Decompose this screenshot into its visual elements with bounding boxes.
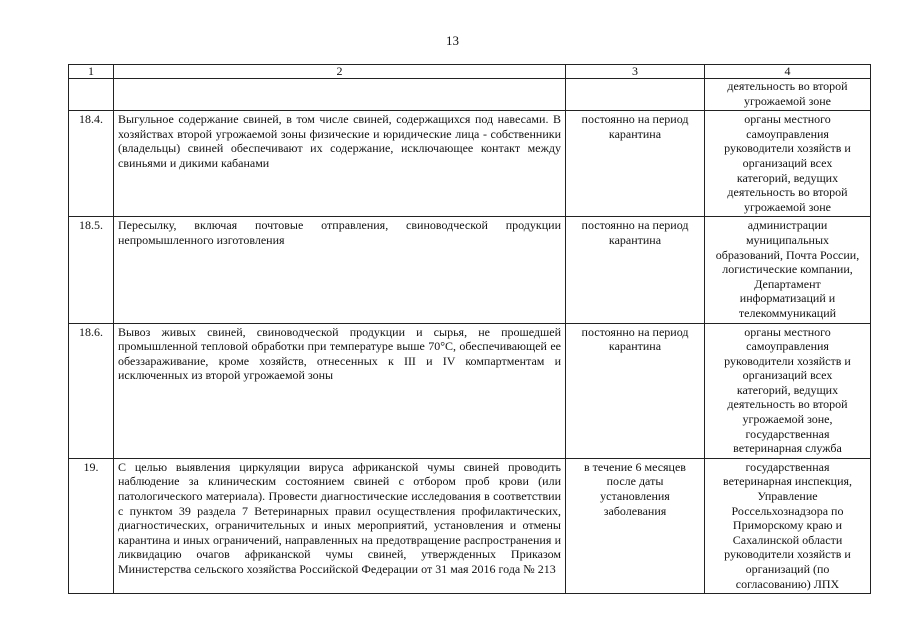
responsible-line: деятельность во второй bbox=[727, 185, 848, 200]
responsible-line: логистические компании, bbox=[722, 262, 853, 277]
term-line: постоянно на период bbox=[581, 112, 689, 127]
table-row-18-6 bbox=[69, 323, 871, 458]
responsible-line: ветеринарная служба bbox=[733, 441, 842, 456]
term-line: в течение 6 месяцев bbox=[584, 459, 686, 474]
row-term bbox=[566, 458, 705, 593]
row-number bbox=[69, 79, 114, 111]
responsible-line: государственная bbox=[745, 426, 830, 441]
responsible-line: руководители хозяйств и bbox=[724, 141, 851, 156]
row-number: 18.4. bbox=[69, 111, 114, 217]
responsible-line: информатизаций и bbox=[739, 291, 836, 306]
responsible-line: руководители хозяйств и bbox=[724, 353, 851, 368]
row-measure bbox=[114, 79, 566, 111]
row-number: 19. bbox=[69, 458, 114, 593]
responsible-line: государственная bbox=[745, 459, 830, 474]
page-number: 13 bbox=[446, 33, 459, 48]
row-responsible bbox=[705, 217, 871, 323]
row-term bbox=[566, 217, 705, 323]
responsible-line: Департамент bbox=[754, 276, 821, 291]
header-cell-3: 3 bbox=[566, 65, 705, 79]
term-line: после даты bbox=[606, 474, 664, 489]
responsible-line: категорий, ведущих bbox=[736, 170, 839, 185]
responsible-line: угрожаемой зоне bbox=[744, 93, 831, 108]
responsible-line: организаций всех bbox=[742, 368, 833, 383]
table-row-19 bbox=[69, 458, 871, 593]
row-term bbox=[566, 79, 705, 111]
responsible-line: органы местного bbox=[744, 112, 831, 127]
responsible-line: самоуправления bbox=[746, 339, 829, 354]
table-row-18-4 bbox=[69, 111, 871, 217]
responsible-line: организаций всех bbox=[742, 155, 833, 170]
responsible-line: Россельхознадзора по bbox=[731, 503, 844, 518]
table-row-18-5 bbox=[69, 217, 871, 323]
responsible-line: Управление bbox=[757, 489, 818, 504]
responsible-line: администрации bbox=[747, 218, 828, 233]
row-number: 18.5. bbox=[69, 217, 114, 323]
row-responsible bbox=[705, 111, 871, 217]
row-term bbox=[566, 111, 705, 217]
responsible-line: деятельность во второй bbox=[727, 397, 848, 412]
responsible-line: угрожаемой зоне bbox=[744, 199, 831, 214]
responsible-line: категорий, ведущих bbox=[736, 382, 839, 397]
table-row-continuation bbox=[69, 79, 871, 111]
responsible-line: согласованию) ЛПХ bbox=[735, 576, 840, 591]
term-line: постоянно на период bbox=[581, 218, 689, 233]
term-line: карантина bbox=[608, 232, 662, 247]
responsible-line: самоуправления bbox=[746, 126, 829, 141]
row-responsible bbox=[705, 79, 871, 111]
row-term bbox=[566, 323, 705, 458]
term-line: карантина bbox=[608, 126, 662, 141]
responsible-line: деятельность во второй bbox=[727, 79, 848, 93]
responsible-line: Сахалинской области bbox=[732, 532, 843, 547]
responsible-line: образований, Почта России, bbox=[715, 247, 860, 262]
responsible-line: руководители хозяйств и bbox=[724, 547, 851, 562]
header-cell-2: 2 bbox=[114, 65, 566, 79]
header-cell-4: 4 bbox=[705, 65, 871, 79]
row-measure: Пересылку, включая почтовые отправления, свиноводческой продукции непромышленного изготовления bbox=[114, 217, 566, 323]
term-line: карантина bbox=[608, 339, 662, 354]
row-measure: С целью выявления циркуляции вируса африканской чумы свиней проводить наблюдение за клиническим состоянием свиней с отбором проб крови (или патологического материала). Провести диагностические исследования в соответствии с пунктом 39 раздела 7 Ветеринарных правил осуществления профилактических, диагностических, ограничительных и иных мероприятий, установления и отмены карантина и иных ограничений, направленных на предотвращение распространения и ликвидацию очагов африканской чумы свиней, утвержденных Приказом Министерства сельского хозяйства Российской Федерации от 31 мая 2016 года № 213 bbox=[114, 458, 566, 593]
responsible-line: органы местного bbox=[744, 324, 831, 339]
responsible-line: телекоммуникаций bbox=[738, 305, 837, 320]
table-header-row bbox=[69, 65, 871, 79]
row-measure: Вывоз живых свиней, свиноводческой продукции и сырья, не прошедшей промышленной тепловой обработки при температуре выше 70°С, обеспечивающей ее обеззараживание, кроме хозяйств, отнесенных к III и IV компартментам и исключенных из второй угрожаемой зоны bbox=[114, 323, 566, 458]
responsible-line: организаций (по bbox=[745, 562, 830, 576]
row-number: 18.6. bbox=[69, 323, 114, 458]
responsible-line: муниципальных bbox=[745, 232, 830, 247]
responsible-line: ветеринарная инспекция, bbox=[722, 474, 853, 489]
row-responsible bbox=[705, 458, 871, 593]
responsible-line: Приморскому краю и bbox=[732, 518, 843, 533]
row-measure: Выгульное содержание свиней, в том числе свиней, содержащихся под навесами. В хозяйствах второй угрожаемой зоны физические и юридические лица - собственники (владельцы) свиней обеспечивают их содержание, исключающее контакт между свиньями и дикими кабанами bbox=[114, 111, 566, 217]
responsible-line: угрожаемой зоне, bbox=[742, 412, 833, 427]
term-line: постоянно на период bbox=[581, 324, 689, 339]
term-line: установления bbox=[600, 489, 670, 504]
term-line: заболевания bbox=[603, 503, 667, 518]
header-cell-1: 1 bbox=[69, 65, 114, 79]
row-responsible bbox=[705, 323, 871, 458]
measures-table bbox=[68, 64, 871, 594]
